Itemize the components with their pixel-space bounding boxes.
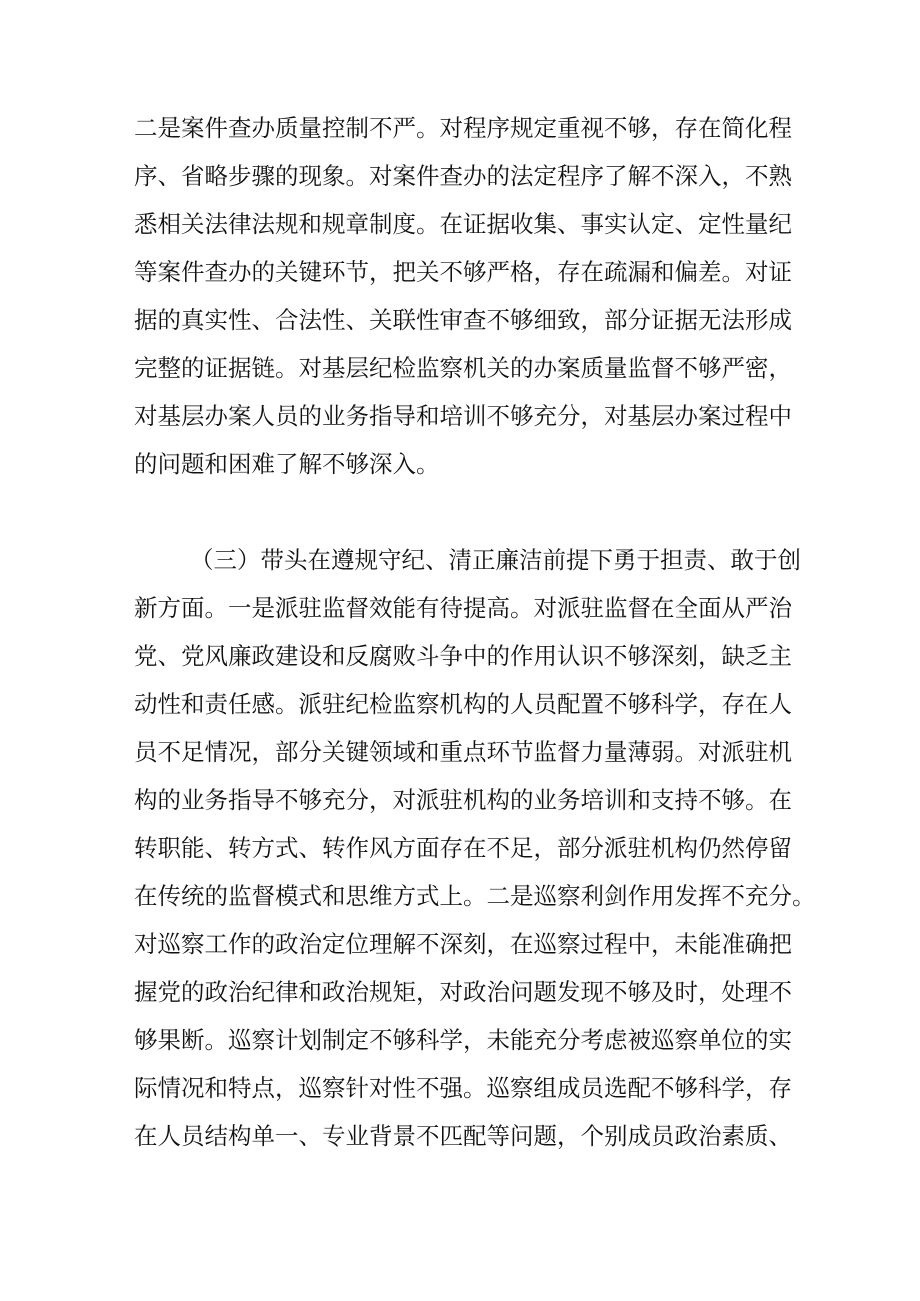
text-line: 据的真实性、合法性、关联性审查不够细致，部分证据无法形成: [134, 306, 792, 334]
section-heading-line: （三）带头在遵规守纪、清正廉洁前提下勇于担责、敢于创: [190, 546, 801, 574]
text-line: 等案件查办的关键环节，把关不够严格，存在疏漏和偏差。对证: [134, 258, 792, 286]
text-line: 员不足情况，部分关键领域和重点环节监督力量薄弱。对派驻机: [134, 738, 792, 766]
text-line: 党、党风廉政建设和反腐败斗争中的作用认识不够深刻，缺乏主: [134, 642, 792, 670]
text-line: 构的业务指导不够充分，对派驻机构的业务培训和支持不够。在: [134, 786, 792, 814]
text-line: 转职能、转方式、转作风方面存在不足，部分派驻机构仍然停留: [134, 834, 792, 862]
text-line: 在传统的监督模式和思维方式上。二是巡察利剑作用发挥不充分。: [134, 882, 816, 910]
text-line: 对基层办案人员的业务指导和培训不够充分，对基层办案过程中: [134, 402, 792, 430]
text-line: 对巡察工作的政治定位理解不深刻，在巡察过程中，未能准确把: [134, 930, 792, 958]
text-line: 够果断。巡察计划制定不够科学，未能充分考虑被巡察单位的实: [134, 1026, 792, 1054]
text-line: 二是案件查办质量控制不严。对程序规定重视不够，存在简化程: [134, 114, 792, 142]
text-line: 序、省略步骤的现象。对案件查办的法定程序了解不深入，不熟: [134, 162, 792, 190]
text-line: 握党的政治纪律和政治规矩，对政治问题发现不够及时，处理不: [134, 978, 792, 1006]
text-line: 完整的证据链。对基层纪检监察机关的办案质量监督不够严密，: [134, 354, 792, 382]
text-line: 际情况和特点，巡察针对性不强。巡察组成员选配不够科学，存: [134, 1074, 792, 1102]
text-line: 在人员结构单一、专业背景不匹配等问题，个别成员政治素质、: [134, 1122, 792, 1150]
text-line: 悉相关法律法规和规章制度。在证据收集、事实认定、定性量纪: [134, 210, 792, 238]
text-line: 的问题和困难了解不够深入。: [134, 450, 440, 478]
text-line: 动性和责任感。派驻纪检监察机构的人员配置不够科学，存在人: [134, 690, 792, 718]
text-line: 新方面。一是派驻监督效能有待提高。对派驻监督在全面从严治: [134, 594, 792, 622]
